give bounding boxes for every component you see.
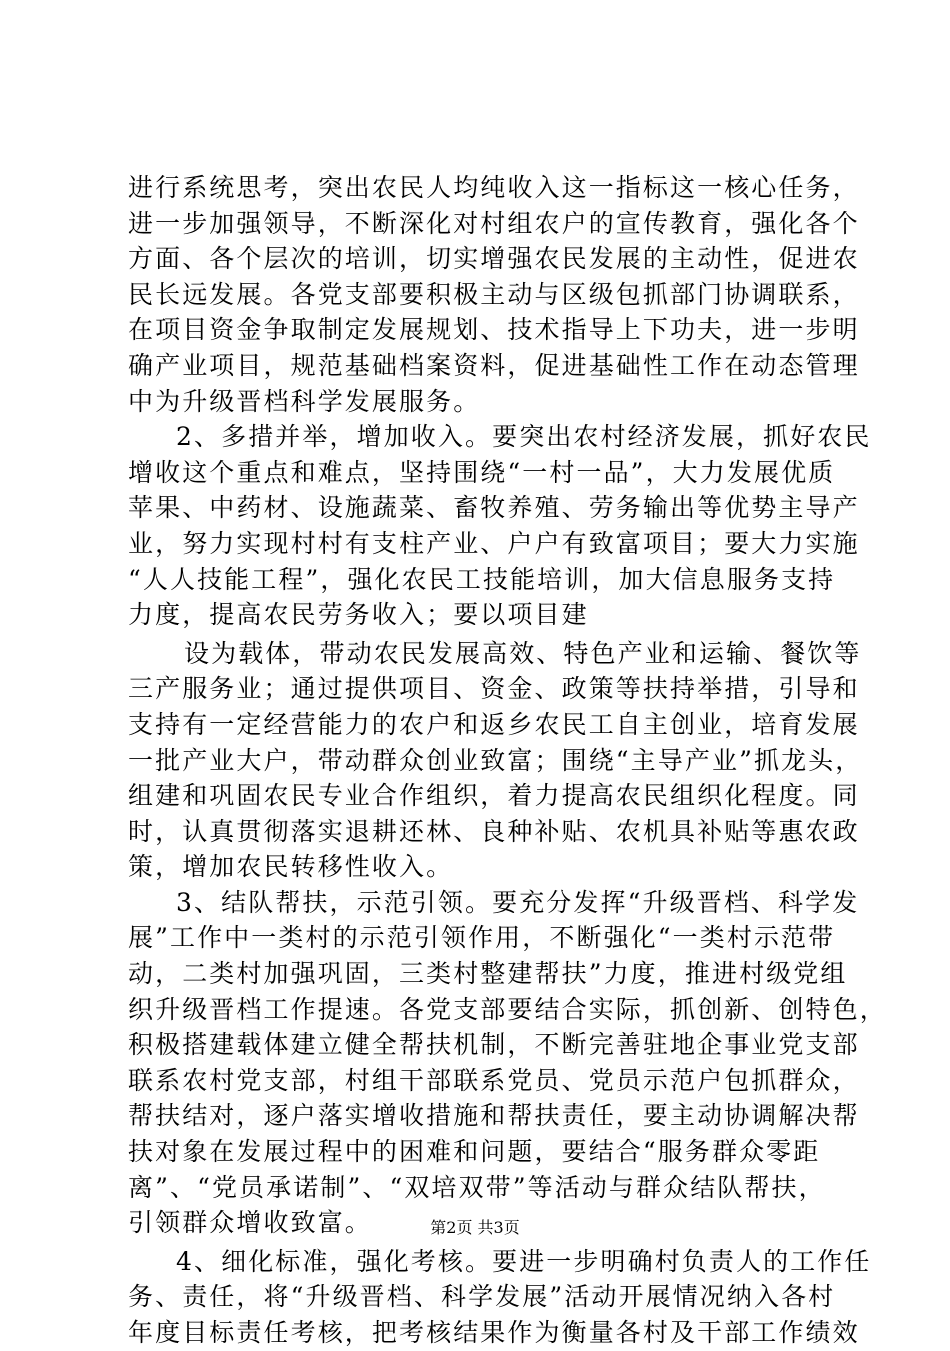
text-line: “人人技能工程”，强化农民工技能培训，加大信息服务支持 [128,564,836,594]
text-line: 在项目资金争取制定发展规划、技术指导上下功夫，进一步明 [128,315,860,345]
document-body [128,170,887,1351]
text-line: 组建和巩固农民专业合作组织，着力提高农民组织化程度。同 [128,781,860,811]
text-line: 策，增加农民转移性收入。 [128,852,454,882]
text-line: 进行系统思考，突出农民人均纯收入这一指标这一核心任务， [128,173,860,202]
text-line: 帮扶结对，逐户落实增收措施和帮扶责任，要主动协调解决帮 [128,1101,860,1131]
text-line: 扶对象在发展过程中的困难和问题，要结合“服务群众零距 [128,1137,821,1167]
text-line: 积极搭建载体建立健全帮扶机制，不断完善驻地企事业党支部 [128,1030,860,1060]
paragraph-start-line: 3、结队帮扶，示范引领。要充分发挥“升级晋档、科学发 [176,887,860,917]
text-line: 织升级晋档工作提速。各党支部要结合实际，抓创新、创特色， [128,994,887,1024]
text-line: 离”、“党员承诺制”、“双培双带”等活动与群众结队帮扶， [128,1172,826,1202]
text-line: 动，二类村加强巩固，三类村整建帮扶”力度，推进村级党组 [128,959,848,989]
text-line: 中为升级晋档科学发展服务。 [128,386,481,416]
text-line: 苹果、中药材、设施蔬菜、畜牧养殖、劳务输出等优势主导产 [128,493,860,523]
text-line: 展”工作中一类村的示范引领作用，不断强化“一类村示范带 [128,923,836,953]
text-line: 民长远发展。各党支部要积极主动与区级包抓部门协调联系， [128,279,860,309]
text-line: 联系农村党支部，村组干部联系党员、党员示范户包抓群众， [128,1065,860,1095]
text-line: 业，努力实现村村有支柱产业、户户有致富项目；要大力实施 [128,528,860,558]
text-line: 力度，提高农民劳务收入；要以项目建 [128,600,589,630]
text-line: 三产服务业；通过提供项目、资金、政策等扶持举措，引导和 [128,674,860,704]
text-line: 一批产业大户，带动群众创业致富；围绕“主导产业”抓龙头， [128,745,863,775]
paragraph-start-line: 2、多措并举，增加收入。要突出农村经济发展，抓好农民 [176,422,872,452]
paragraph-start-line: 4、细化标准，强化考核。要进一步明确村负责人的工作任 [176,1246,872,1276]
text-line: 进一步加强领导，不断深化对村组农户的宣传教育，强化各个 [128,208,860,238]
text-line: 方面、各个层次的培训，切实增强农民发展的主动性，促进农 [128,244,860,274]
text-line: 支持有一定经营能力的农户和返乡农民工自主创业，培育发展 [128,709,860,739]
text-line: 年度目标责任考核，把考核结果作为衡量各村及干部工作绩效 [128,1318,860,1347]
text-line: 增收这个重点和难点，坚持围绕“一村一品”，大力发展优质 [128,457,836,487]
text-line: 务、责任，将“升级晋档、科学发展”活动开展情况纳入各村 [128,1282,836,1312]
paragraph-start-line: 设为载体，带动农民发展高效、特色产业和运输、餐饮等 [184,638,862,668]
text-line: 时，认真贯彻落实退耕还林、良种补贴、农机具补贴等惠农政 [128,816,860,846]
text-line: 引领群众增收致富。 [128,1208,372,1238]
text-line: 确产业项目，规范基础档案资料，促进基础性工作在动态管理 [128,350,860,380]
page-number: 第2页 共3页 [430,1218,520,1237]
